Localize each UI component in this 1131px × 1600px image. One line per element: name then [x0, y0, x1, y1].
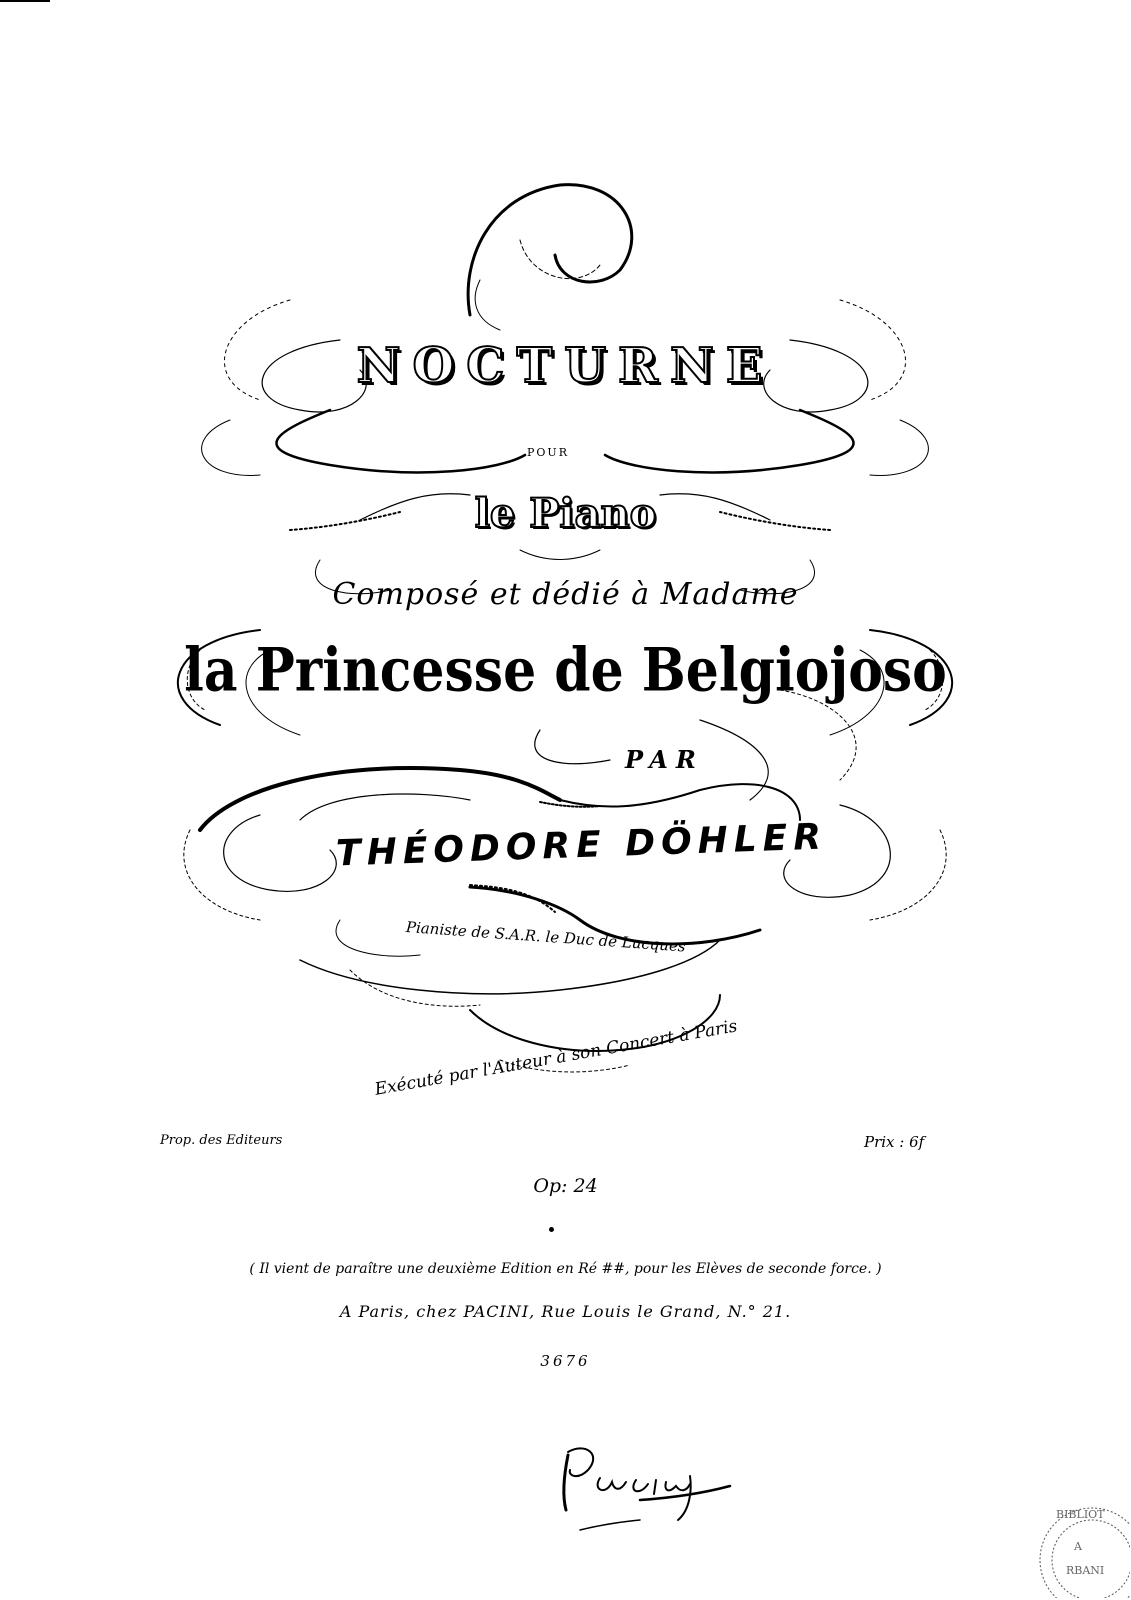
publisher-address: A Paris, chez PACINI, Rue Louis le Grand, N.° 21. — [339, 1302, 792, 1321]
svg-text:BIBLIOT: BIBLIOT — [1056, 1508, 1105, 1521]
dedication-line: Composé et dédié à Madame — [332, 577, 799, 612]
publisher-signature — [540, 1430, 740, 1540]
library-stamp — [1020, 1488, 1130, 1598]
dedicatee-name: la Princesse de Belgiojoso — [184, 635, 947, 706]
performance-note: Exécuté par l'Auteur à son Concert à Paris — [373, 1016, 739, 1100]
ornament-dot — [549, 1227, 554, 1232]
svg-text:A: A — [1074, 1540, 1082, 1553]
svg-text:RBANI: RBANI — [1066, 1564, 1105, 1577]
pour-label: POUR — [527, 446, 569, 459]
property-label: Prop. des Editeurs — [160, 1133, 283, 1148]
composer-name: THÉODORE DÖHLER — [335, 816, 828, 875]
title-nocturne: NOCTURNE — [356, 338, 775, 394]
edition-note: ( Il vient de paraître une deuxième Edition en Ré ##, pour les Elèves de seconde force. ) — [249, 1261, 882, 1277]
plate-number: 3676 — [540, 1352, 591, 1370]
composer-role: Pianiste de S.A.R. le Duc de Lucques — [405, 918, 687, 956]
par-label: PAR — [625, 745, 704, 774]
opus-number: Op: 24 — [533, 1175, 598, 1197]
instrument-label: le Piano — [474, 490, 657, 537]
price-label: Prix : 6f — [864, 1133, 925, 1151]
